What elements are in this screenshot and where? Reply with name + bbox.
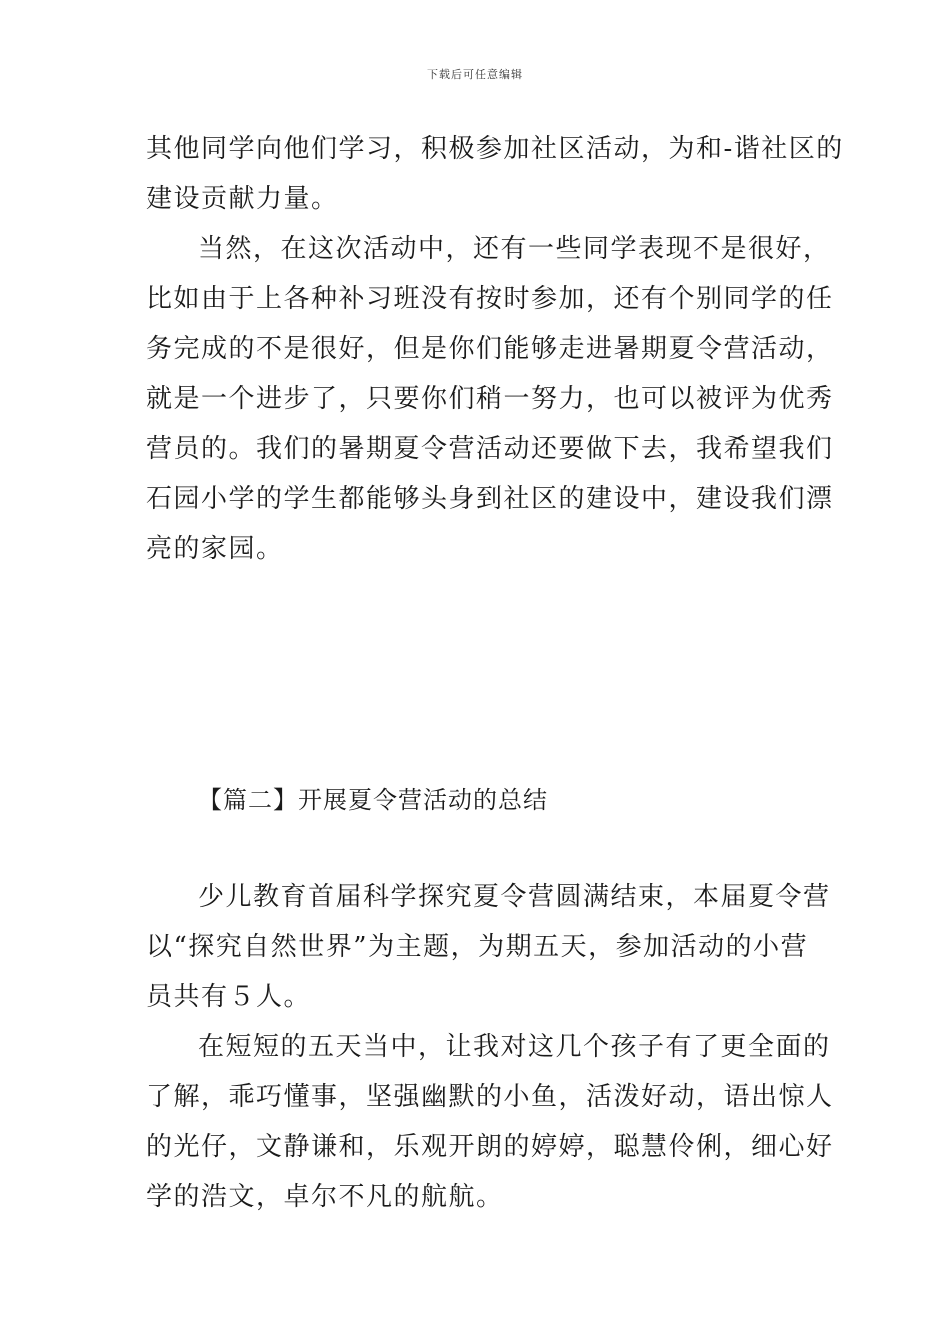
- paragraph-line: 了解，乖巧懂事，坚强幽默的小鱼，活泼好动，语出惊人: [146, 1082, 834, 1112]
- header-note: 下载后可任意编辑: [427, 68, 523, 81]
- paragraph-line: 当然，在这次活动中，还有一些同学表现不是很好，: [198, 234, 831, 264]
- paragraph-line: 建设贡献力量。: [146, 184, 339, 214]
- paragraph-line: 营员的。我们的暑期夏令营活动还要做下去，我希望我们: [146, 434, 834, 464]
- paragraph-line: 员共有５人。: [146, 982, 312, 1012]
- paragraph-line: 其他同学向他们学习，积极参加社区活动，为和-谐社区的: [146, 134, 844, 164]
- paragraph-line: 务完成的不是很好，但是你们能够走进暑期夏令营活动，: [146, 334, 834, 364]
- section-heading: 【篇二】开展夏令营活动的总结: [198, 786, 548, 814]
- paragraph-line: 少儿教育首届科学探究夏令营圆满结束，本届夏令营: [198, 882, 831, 912]
- paragraph-line: 以“探究自然世界”为主题，为期五天，参加活动的小营: [146, 932, 809, 962]
- paragraph-line: 亮的家园。: [146, 534, 284, 564]
- paragraph-line: 在短短的五天当中，让我对这几个孩子有了更全面的: [198, 1032, 831, 1062]
- paragraph-line: 就是一个进步了，只要你们稍一努力，也可以被评为优秀: [146, 384, 834, 414]
- paragraph-line: 石园小学的学生都能够头身到社区的建设中，建设我们漂: [146, 484, 834, 514]
- paragraph-line: 的光仔，文静谦和，乐观开朗的婷婷，聪慧伶俐，细心好: [146, 1132, 834, 1162]
- paragraph-line: 学的浩文，卓尔不凡的航航。: [146, 1182, 504, 1212]
- paragraph-line: 比如由于上各种补习班没有按时参加，还有个别同学的任: [146, 284, 834, 314]
